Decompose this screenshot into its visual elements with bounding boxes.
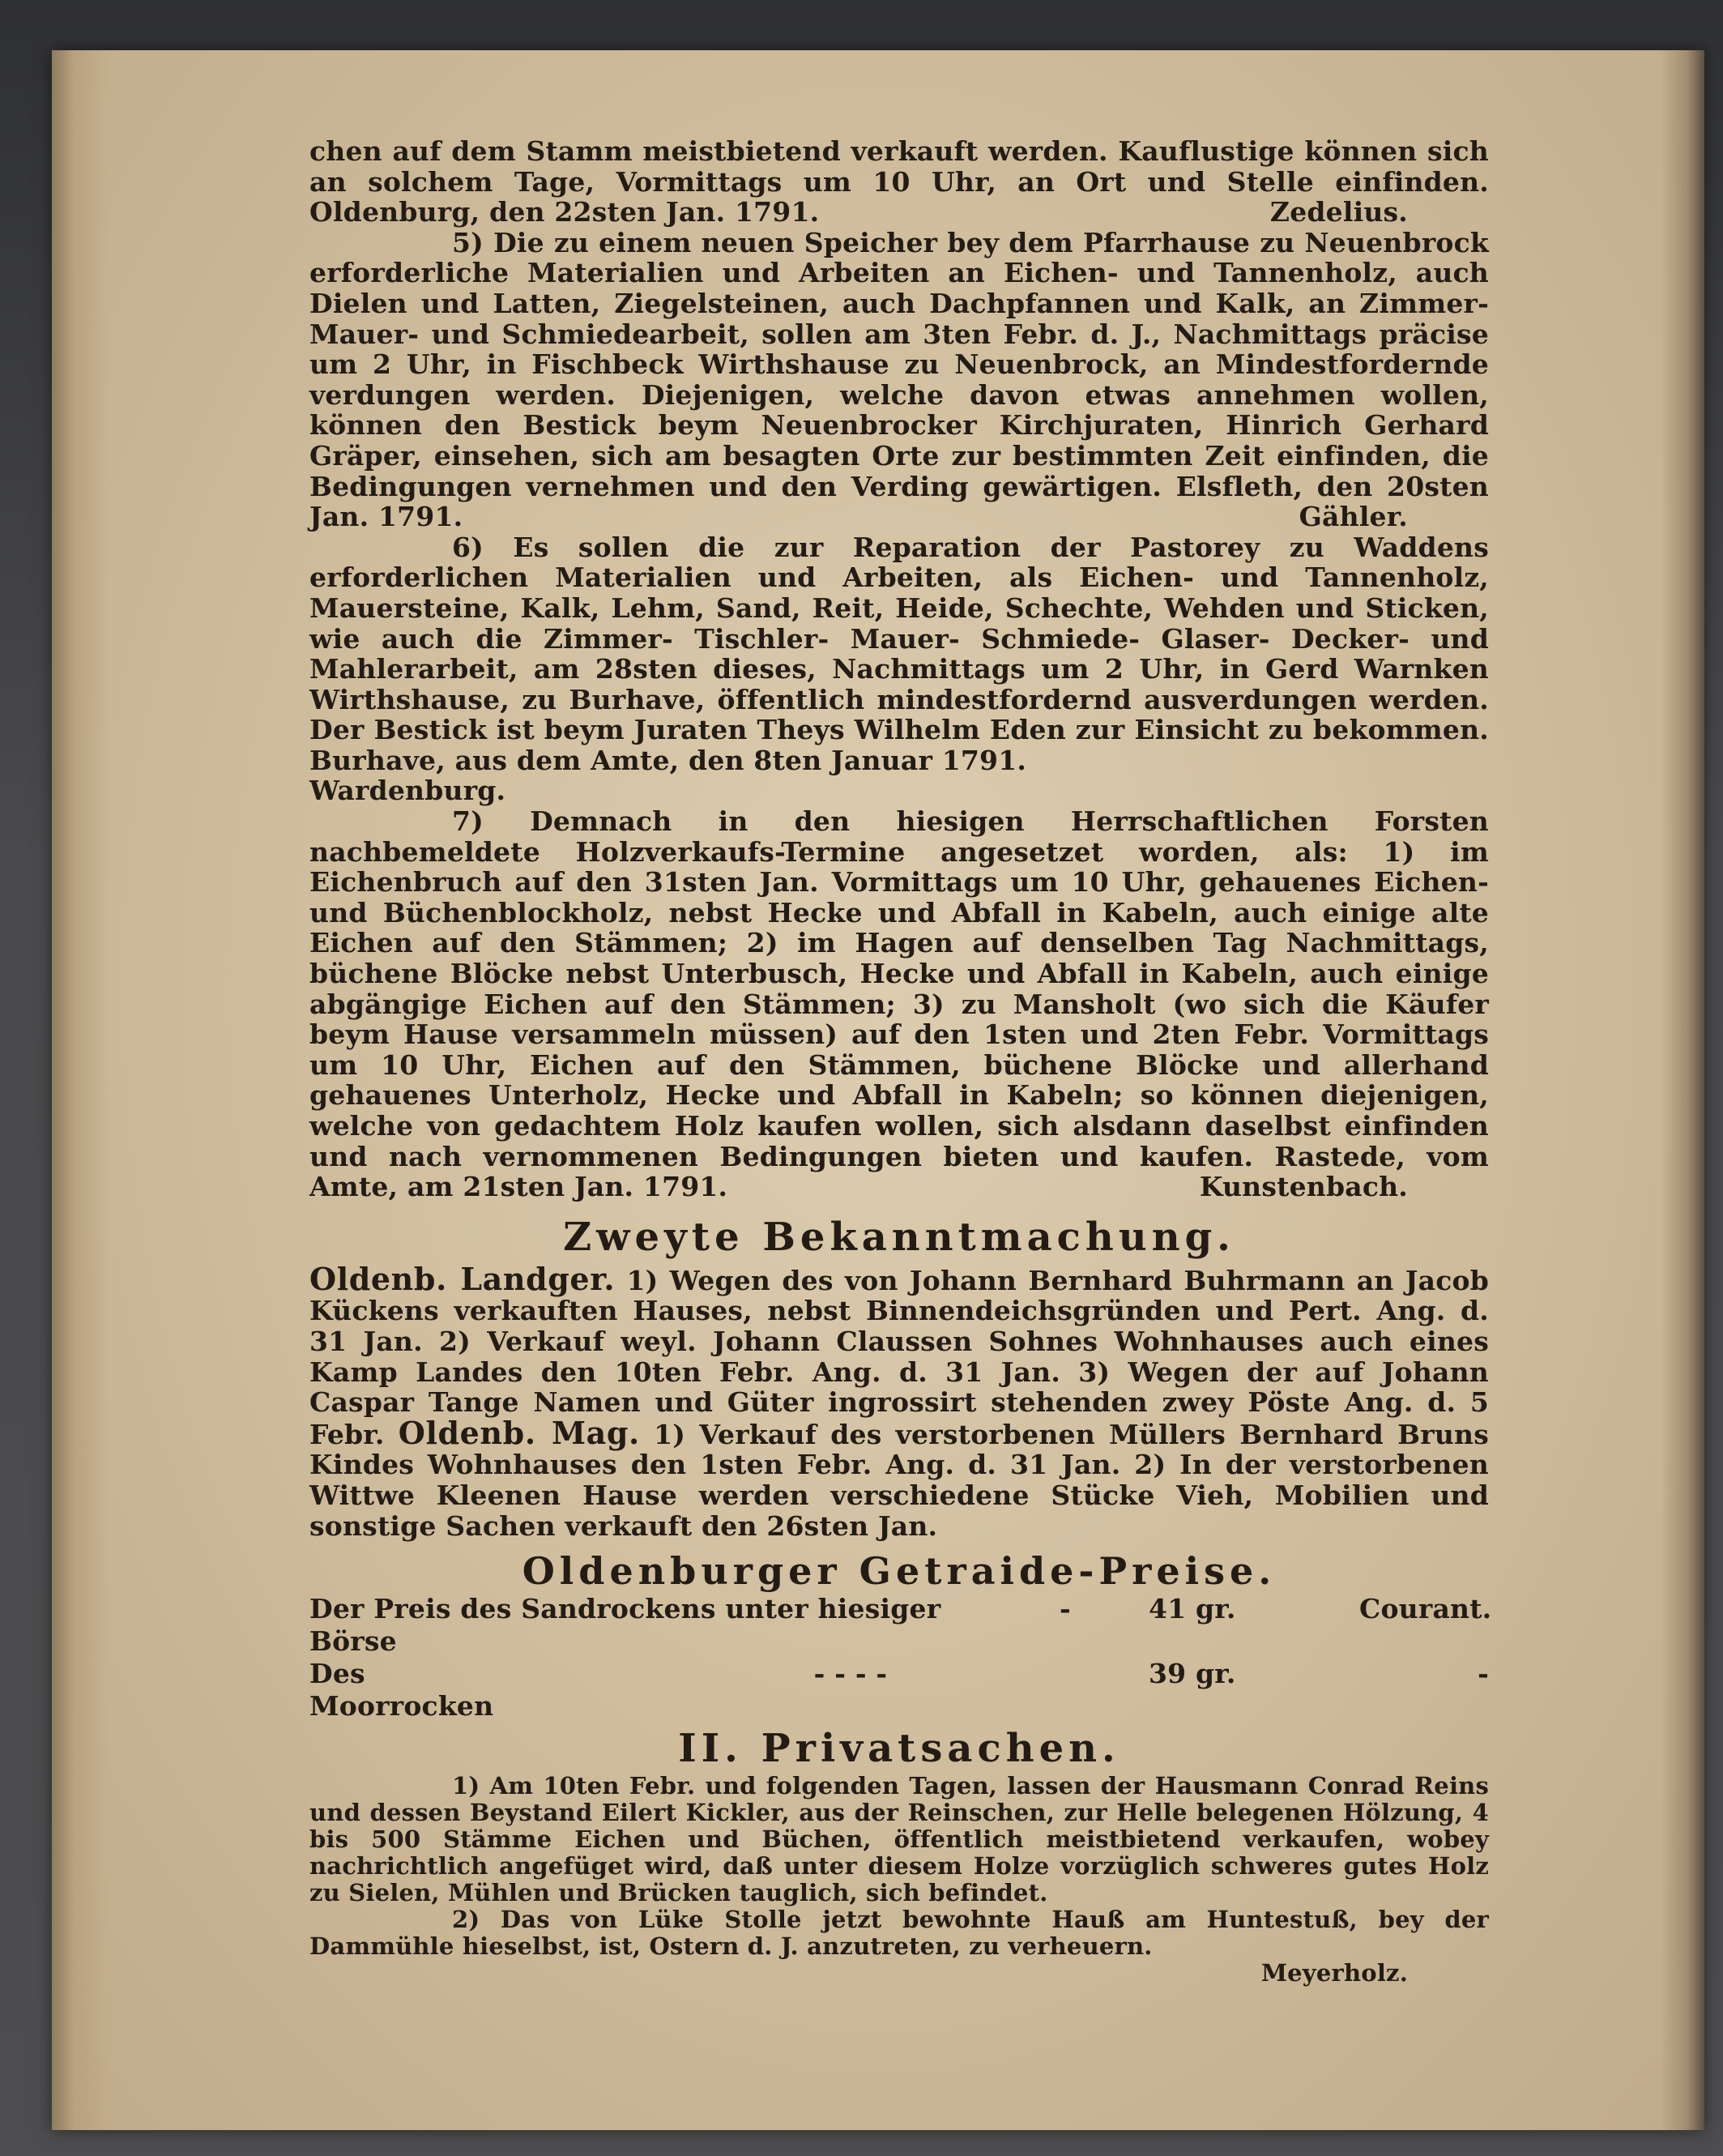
court-lead: Oldenb. Landger. <box>309 1260 616 1297</box>
price-label: Des Moorrocken <box>309 1658 494 1723</box>
second-announcement-text: Oldenb. Landger. 1) Wegen des von Johann Bernhard Buhrmann an Jacob Kückens verkauften Hauses, nebst Binnendeichsgründen und Pert. Ang. d. 31 Jan. 2) Verkauf weyl. Johann Claussen Sohnes Wohnhauses auch eines Kamp Landes den 10ten Febr. Ang. d. 31 Jan. 3) Wegen der auf Johann Caspar Tange Namen und Güter ingrossirt stehenden zwey Pöste Ang. d. 5 Febr. Oldenb. Mag. 1) Verkauf des verstorbenen Müllers Bernhard Bruns Kindes Wohnhauses den 1sten Febr. Ang. d. 31 Jan. 2) In der verstorbenen Wittwe Kleenen Hause werden verschiedene Stücke Vieh, Mobilien und sonstige Sachen verkauft den 26sten Jan. <box>309 1260 1489 1542</box>
signature: Kunstenbach. <box>1199 1171 1408 1203</box>
heading-private-matters: II. Privatsachen. <box>678 1726 1120 1772</box>
page-edge-right <box>1661 50 1704 2130</box>
price-currency: Courant. <box>1359 1593 1492 1625</box>
price-dots: - <box>1060 1593 1071 1625</box>
price-dots: - - - - <box>813 1658 888 1690</box>
signature: Zedelius. <box>1269 196 1408 228</box>
page-gutter-left <box>52 50 109 2130</box>
private-section <box>309 1772 1489 1987</box>
paragraph-6: 6) Es sollen die zur Reparation der Pastorey zu Waddens erforderlichen Materialien und Arbeiten, als Eichen- und Tannenholz, Mauersteine, Kalk, Lehm, Sand, Reit, Heide, Schechte, Wehden und Sticken, wie auch die Zimmer- Tischler- Mauer- Schmiede- Glaser- Decker- und Mahlerarbeit, am 28sten dieses, Nachmittags um 2 Uhr, in Gerd Warnken Wirthshause, zu Burhave, öffentlich mindestfordernd ausverdungen werden. Der Bestick ist beym Juraten Theys Wilhelm Eden zur Einsicht zu bekommen. Burhave, aus dem Amte, den 8ten Januar 1791. <box>309 531 1489 776</box>
paragraph-5: 5) Die zu einem neuen Speicher bey dem Pfarrhause zu Neuenbrock erforderliche Materialien und Arbeiten an Eichen- und Tannenholz, auch Dielen und Latten, Ziegelsteinen, auch Dachpfannen und Kalk, an Zimmer- Mauer- und Schmiedearbeit, sollen am 3ten Febr. d. J., Nachmittags präcise um 2 Uhr, in Fischbeck Wirthshause zu Neuenbrock, an Mindestfordernde verdungen werden. Diejenigen, welche davon etwas annehmen wollen, können den Bestick beym Neuenbrocker Kirchjuraten, Hinrich Gerhard Gräper, einsehen, sich am besagten Orte zur bestimmten Zeit einfinden, die Bedingungen vernehmen und den Verding gewärtigen. Elsfleth, den 20sten Jan. 1791. Gähler. <box>309 226 1489 533</box>
price-currency: - <box>1478 1658 1489 1690</box>
price-value: 41 gr. <box>1149 1593 1236 1625</box>
heading-grain-prices: Oldenburger Getraide-Preise. <box>522 1549 1277 1594</box>
signature: Meyerholz. <box>1260 1959 1408 1987</box>
heading-second-announcement: Zweyte Bekanntmachung. <box>563 1214 1235 1260</box>
price-row <box>309 1658 1489 1723</box>
private-paragraph-2: 2) Das von Lüke Stolle jetzt bewohnte Hauß am Huntestuß, bey der Dammühle hieselbst, ist, Ostern d. J. anzutreten, zu verheuern. Meyerholz. <box>309 1906 1489 1987</box>
paragraph-4-continued: chen auf dem Stamm meistbietend verkauft werden. Kauflustige können sich an solchem Tage, Vormittags um 10 Uhr, an Ort und Stelle einfinden. Oldenburg, den 22sten Jan. 1791. Zedelius. <box>309 135 1489 228</box>
price-row <box>309 1593 1492 1658</box>
signature: Gähler. <box>1299 501 1408 533</box>
magistrate-lead: Oldenb. Mag. <box>398 1414 640 1451</box>
page-text <box>309 135 1492 1987</box>
paragraph-7: 7) Demnach in den hiesigen Herrschaftlichen Forsten nachbemeldete Holzverkaufs-Termine angesetzet worden, als: 1) im Eichenbruch auf den 31sten Jan. Vormittags um 10 Uhr, gehauenes Eichen- und Büchenblockholz, nebst Hecke und Abfall in Kabeln, auch einige alte Eichen auf den Stämmen; 2) im Hagen auf denselben Tag Nachmittags, büchene Blöcke nebst Unterbusch, Hecke und Abfall in Kabeln, auch einige abgängige Eichen auf den Stämmen; 3) zu Mansholt (wo sich die Käufer beym Hause versammeln müssen) auf den 1sten und 2ten Febr. Vormittags um 10 Uhr, Eichen auf den Stämmen, büchene Blöcke und allerhand gehauenes Unterholz, Hecke und Abfall in Kabeln; so können diejenigen, welche von gedachtem Holz kaufen wollen, sich alsdann daselbst einfinden und nach vernommenen Bedingungen bieten und kaufen. Rastede, vom Amte, am 21sten Jan. 1791. Kunstenbach. <box>309 805 1489 1203</box>
price-label: Der Preis des Sandrockens unter hiesiger Börse <box>309 1593 941 1658</box>
signature: Wardenburg. <box>309 775 506 807</box>
price-value: 39 gr. <box>1149 1658 1236 1690</box>
private-paragraph-1: 1) Am 10ten Febr. und folgenden Tagen, lassen der Hausmann Conrad Reins und dessen Beystand Eilert Kickler, aus der Reinschen, zur Helle belegenen Hölzung, 4 bis 500 Stämme Eichen und Büchen, öffentlich meistbietend verkaufen, wobey nachrichtlich angefüget wird, daß unter diesem Holze vorzüglich schweres gutes Holz zu Sielen, Mühlen und Brücken tauglich, sich befindet. <box>309 1772 1489 1907</box>
